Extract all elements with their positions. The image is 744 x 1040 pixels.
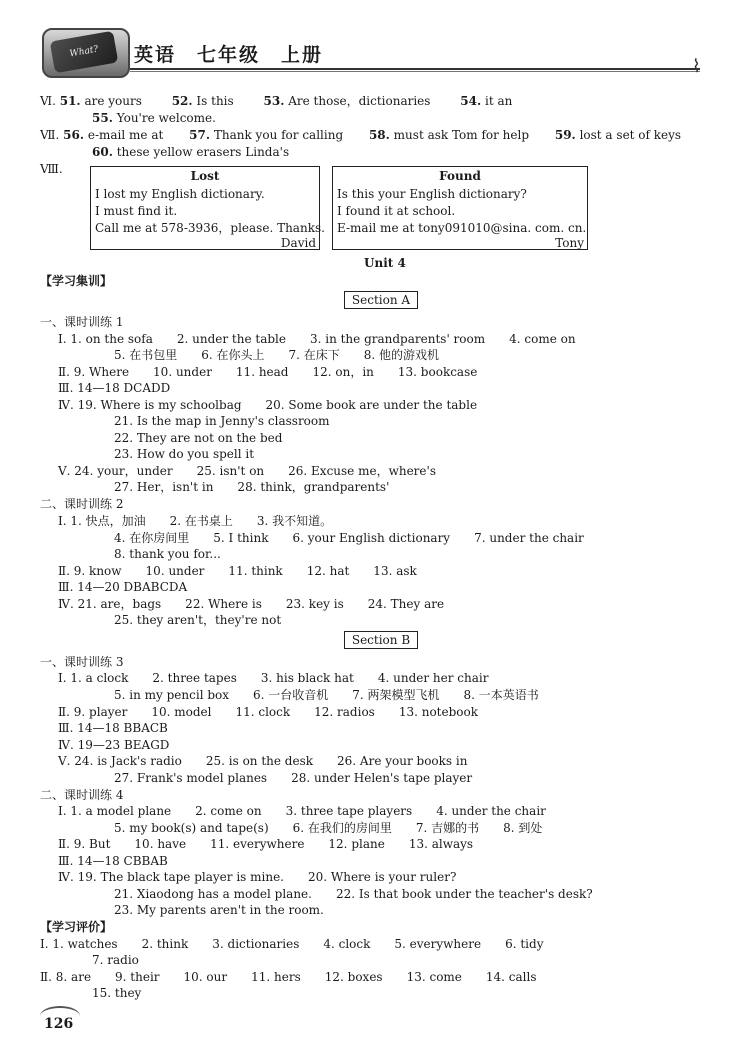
found-signature: Tony (555, 236, 584, 250)
lost-line-2: I must find it. (95, 204, 178, 218)
study-heading: 【学习集训】 (40, 274, 113, 288)
lost-line-3: Call me at 578-3936，please. Thanks. (95, 221, 325, 235)
answer-line-e2: 7. radio (92, 953, 139, 967)
answer-line-b1: 二、课时训练 2 (40, 497, 124, 511)
answer-line-a11: 27. Her，isn't in 28. think，grandparents' (114, 480, 390, 494)
answer-line-d4: Ⅱ. 9. But 10. have 11. everywhere 12. plane 13. always (58, 837, 474, 851)
section-6-line-2: 55. You're welcome. (92, 111, 216, 125)
page-number: 126 (44, 1016, 74, 1032)
section-a-label: Section A (344, 291, 418, 309)
lost-line-1: I lost my English dictionary. (95, 187, 265, 201)
answer-line-c7: Ⅴ. 24. is Jack's radio 25. is on the desk 26. Are your books in (58, 754, 468, 768)
section-7-line-1: Ⅶ. 56. e-mail me at 57. Thank you for calling 58. must ask Tom for help 59. lost a set of keys (40, 128, 682, 142)
found-title: Found (439, 169, 481, 183)
answer-line-b4: 8. thank you for... (114, 547, 221, 561)
answer-line-c1: 一、课时训练 3 (40, 655, 124, 669)
lost-title: Lost (190, 169, 220, 183)
section-8-label: Ⅷ. (40, 162, 63, 176)
answer-line-d7: 21. Xiaodong has a model plane. 22. Is that book under the teacher's desk? (114, 887, 593, 901)
answer-line-e4: 15. they (92, 986, 142, 1000)
answer-line-c5: Ⅲ. 14—18 BBACB (58, 721, 168, 735)
answer-line-e3: Ⅱ. 8. are 9. their 10. our 11. hers 12. boxes 13. come 14. calls (40, 970, 537, 984)
answer-line-c8: 27. Frank's model planes 28. under Helen's tape player (114, 771, 473, 785)
answer-line-c6: Ⅳ. 19—23 BEAGD (58, 738, 170, 752)
answer-line-c2: Ⅰ. 1. a clock 2. three tapes 3. his black hat 4. under her chair (58, 671, 489, 685)
header-swirl-icon: ⌇ (692, 56, 701, 77)
found-line-3: E-mail me at tony091010@sina. com. cn. (337, 221, 587, 235)
found-line-1: Is this your English dictionary? (337, 187, 527, 201)
answer-line-b8: 25. they aren't，they're not (114, 613, 282, 627)
section-6-line-1: Ⅵ. 51. are yours 52. Is this 53. Are those，dictionaries 54. it an (40, 94, 513, 108)
answer-line-a7: 21. Is the map in Jenny's classroom (114, 414, 330, 428)
answer-line-a1: 一、课时训练 1 (40, 315, 124, 329)
found-notice (332, 166, 588, 250)
answer-line-a4: Ⅱ. 9. Where 10. under 11. head 12. on，in 13. bookcase (58, 365, 478, 379)
answer-line-d1: 二、课时训练 4 (40, 788, 124, 802)
answer-line-d2: Ⅰ. 1. a model plane 2. come on 3. three tape players 4. under the chair (58, 804, 546, 818)
answer-line-b6: Ⅲ. 14—20 DBABCDA (58, 580, 188, 594)
page-title: 英语 七年级 上册 (134, 44, 324, 66)
answer-line-b7: Ⅳ. 21. are，bags 22. Where is 23. key is 24. They are (58, 597, 445, 611)
answer-line-a9: 23. How do you spell it (114, 447, 255, 461)
section-b-label: Section B (344, 631, 418, 649)
unit-heading: Unit 4 (364, 256, 406, 270)
header-tv-icon (42, 28, 130, 78)
answer-line-c4: Ⅱ. 9. player 10. model 11. clock 12. radios 13. notebook (58, 705, 479, 719)
answer-line-a3: 5. 在书包里 6. 在你头上 7. 在床下 8. 他的游戏机 (114, 348, 440, 362)
answer-line-d6: Ⅳ. 19. The black tape player is mine. 20. Where is your ruler? (58, 870, 457, 884)
answer-line-d3: 5. my book(s) and tape(s) 6. 在我们的房间里 7. 吉娜的书 8. 到处 (114, 821, 543, 835)
answer-line-a2: Ⅰ. 1. on the sofa 2. under the table 3. in the grandparents' room 4. come on (58, 332, 576, 346)
answer-line-b2: Ⅰ. 1. 快点，加油 2. 在书桌上 3. 我不知道。 (58, 514, 333, 528)
section-7-line-2: 60. these yellow erasers Linda's (92, 145, 290, 159)
found-line-2: I found it at school. (337, 204, 456, 218)
answer-line-b3: 4. 在你房间里 5. I think 6. your English dictionary 7. under the chair (114, 531, 584, 545)
header-icon-text: What? (50, 31, 119, 74)
answer-line-a8: 22. They are not on the bed (114, 431, 283, 445)
evaluation-heading: 【学习评价】 (40, 920, 113, 934)
answer-line-d8: 23. My parents aren't in the room. (114, 903, 324, 917)
answer-line-a10: Ⅴ. 24. your，under 25. isn't on 26. Excuse me，where's (58, 464, 436, 478)
lost-notice (90, 166, 325, 250)
answer-line-a6: Ⅳ. 19. Where is my schoolbag 20. Some book are under the table (58, 398, 478, 412)
answer-line-b5: Ⅱ. 9. know 10. under 11. think 12. hat 13. ask (58, 564, 417, 578)
header-rule (130, 68, 700, 70)
answer-line-d5: Ⅲ. 14—18 CBBAB (58, 854, 168, 868)
answer-line-a5: Ⅲ. 14—18 DCADD (58, 381, 171, 395)
answer-line-c3: 5. in my pencil box 6. 一台收音机 7. 两架模型飞机 8. 一本英语书 (114, 688, 539, 702)
answer-line-e1: Ⅰ. 1. watches 2. think 3. dictionaries 4. clock 5. everywhere 6. tidy (40, 937, 544, 951)
header-rule-thin (130, 71, 700, 72)
lost-signature: David (280, 236, 316, 250)
